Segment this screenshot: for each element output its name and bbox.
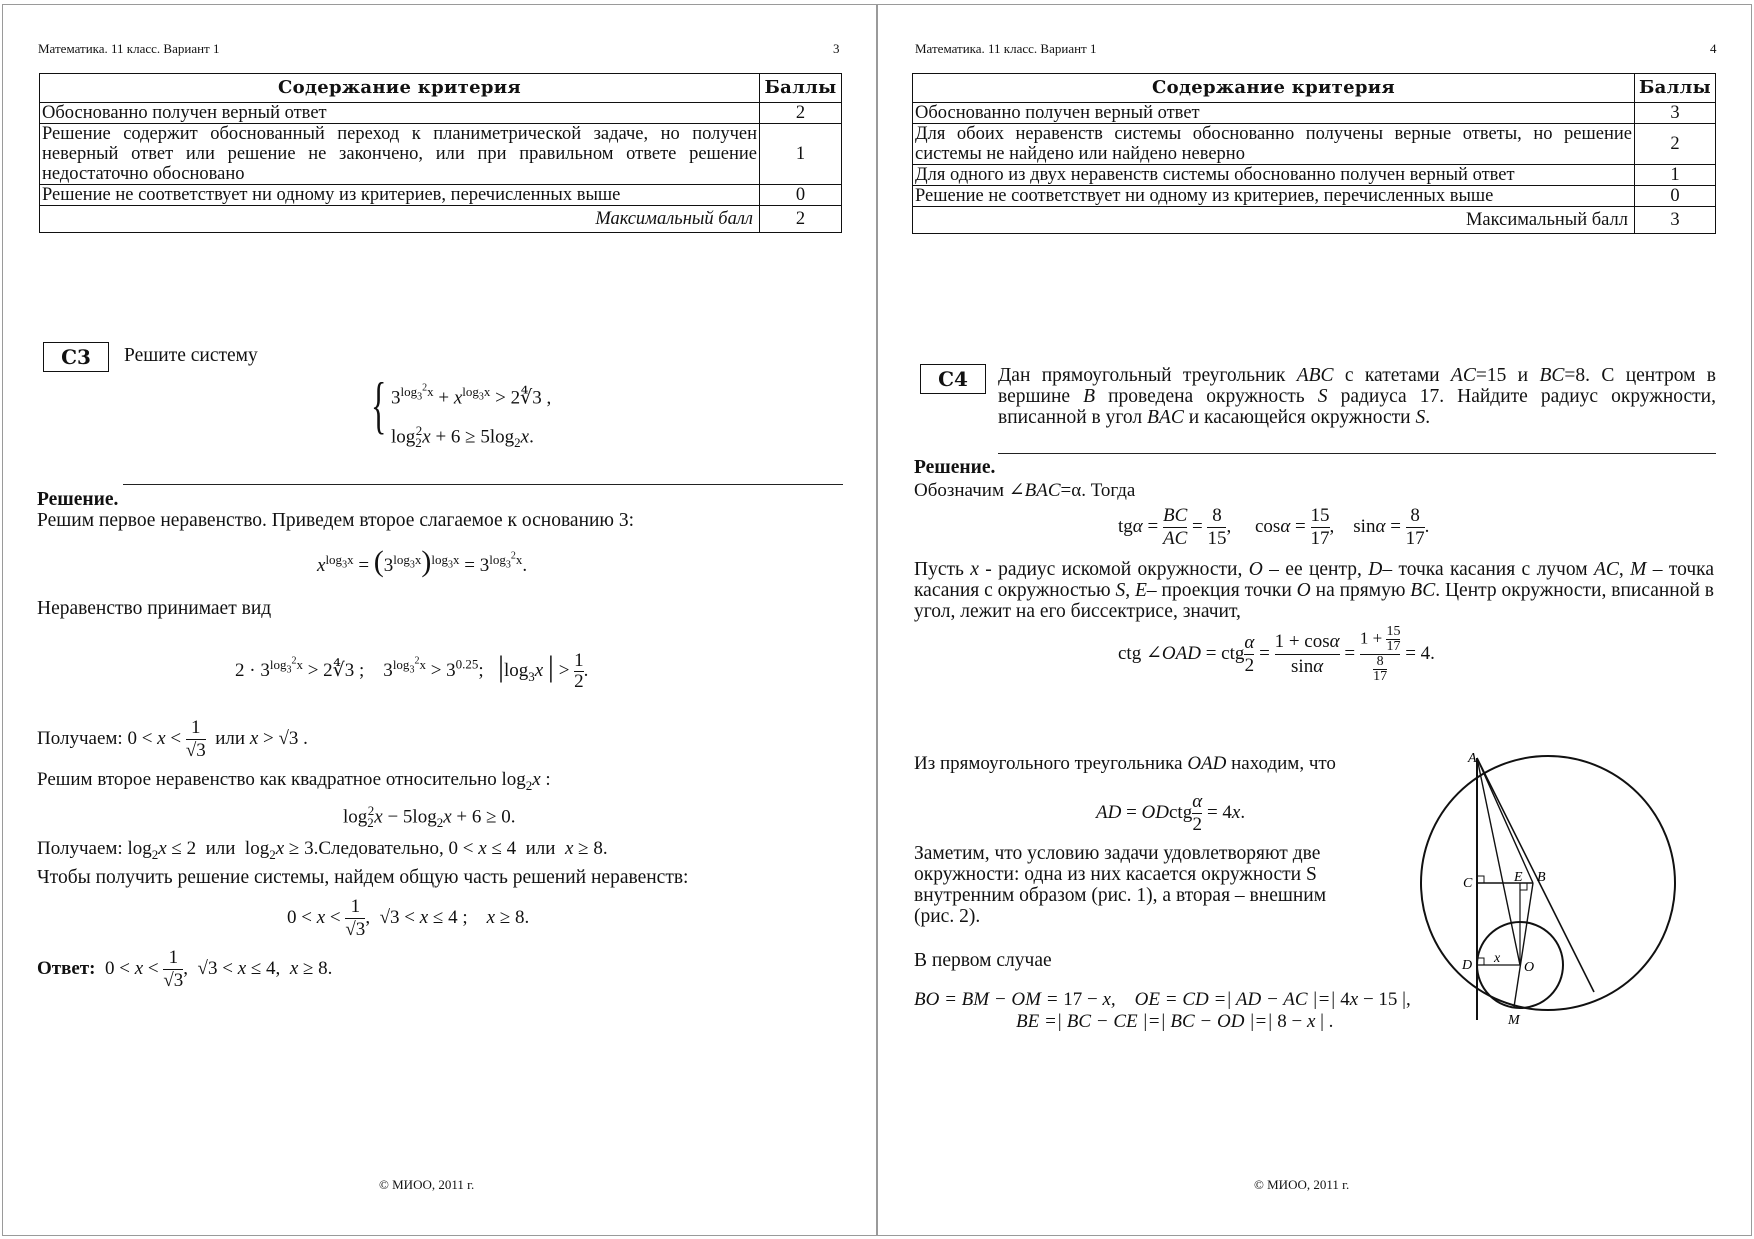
task-code: C4 [920,364,986,394]
task-code: C3 [43,342,109,372]
formula-inequality-forms: $2 \cdot 3^{log_3^2x}$ > 2∜3 ; $3^{log_3^2x} > 3^{0.25}$; $|\log_3x$ | > $\frac{1}{2}$ . [235,650,589,693]
result-first-inequality: Получаем: 0 < x < $\frac{1}{√3}$ или x > √3 . [37,717,308,761]
formula-quadratic: $\log_2^2x - 5\log_2x + 6 \ge 0$. [343,803,516,831]
criterion-points: 1 [1635,165,1716,186]
solution-heading: Решение. [914,457,996,478]
task-text: Дан прямоугольный треугольник ABC с катетами AC=15 и BC=8. С центром в вершине B проведена окружность S радиуса 17. Найдите радиус окружности, вписанной в угол BAC и касающейся окружности S. [998,365,1717,428]
col-points: Баллы [1635,74,1716,103]
criterion-text: Обоснованно получен верный ответ [913,103,1635,124]
page-number: 4 [1710,41,1717,56]
geometry-figure [1418,750,1678,1035]
page-number: 3 [833,41,840,56]
bisector-ao [1477,758,1520,965]
formula-ctg: ctg ∠OAD = ctg $\frac{\alpha}{2}$ = $\frac{1 + \cos\alpha}{\sin\alpha}$ = 1 + $\frac{15}{17}$ $\frac{8}{17}$ = 4. [1118,624,1435,684]
from-triangle-text: Из прямоугольного треугольника OAD находим, что [914,753,1336,774]
col-points: Баллы [760,74,842,103]
page-footer: © МИОО, 2011 г. [379,1177,475,1192]
solution-step-4: Решим второе неравенство как квадратное относительно $\log_2x$ : [37,769,551,793]
solution-step-6: Чтобы получить решение системы, найдем общую часть решений неравенств: [37,867,689,888]
criterion-points: 2 [760,103,842,124]
page-header: Математика. 11 класс. Вариант 1 [38,41,220,56]
first-case-formula-1: BO = BM − OM = 17 − x, OE = CD =| AD − AC |=| 4x − 15 |, [914,989,1411,1010]
page-4 [877,4,1752,1236]
criterion-text: Для одного из двух неравенств системы обоснованно получен верный ответ [913,165,1635,186]
label-c: C [1463,876,1473,891]
label-x: x [1494,951,1501,966]
criterion-points: 0 [1635,186,1716,207]
two-circles-note: Заметим, что условию задачи удовлетворяют две окружности: одна из них касается окружности S внутренним образом (рис. 1), а вторая – внешним (рис. 2). [914,843,1327,927]
first-case-label: В первом случае [914,950,1052,971]
criterion-text: Решение содержит обоснованный переход к планиметрической задаче, но получен неверный ответ или решение не закончено, или при правильном ответе решение недостаточно обосновано [40,124,760,185]
max-score-label: Максимальный балл [913,207,1635,234]
criterion-text: Решение не соответствует ни одному из критериев, перечисленных выше [40,185,760,206]
max-score-label: Максимальный балл [40,206,760,233]
criteria-table [39,73,842,233]
system-brace: { [371,369,387,440]
answer: Ответ: 0 < x < $\frac{1}{√3}$ , √3 < x ≤ 4, x ≥ 8. [37,947,333,991]
circle-s [1421,756,1675,1010]
formula-trig: tgα = $\frac{BC}{AC}$ = $\frac{8}{15}$ , cosα = $\frac{15}{17}$ , sinα = $\frac{8}{17}$ . [1118,505,1430,549]
solution-step-2: Неравенство принимает вид [37,598,272,619]
first-case-formula-2: BE =| BC − CE |=| BC − OD |=| 8 − x | . [1016,1011,1334,1032]
system-line-1: $3^{log_3^2x} + x^{log_3x}$ > 2∜3 , [391,383,552,409]
label-a: A [1468,751,1477,766]
label-e: E [1514,870,1523,885]
section-divider [998,453,1716,454]
label-d: D [1462,958,1473,973]
label-b: B [1537,870,1546,885]
page-3 [2,4,877,1236]
max-score-value: 2 [760,206,842,233]
denote-angle: Обозначим ∠BAC=α. Тогда [914,480,1136,501]
solution-heading: Решение. [37,489,119,510]
result-second-inequality: Получаем: $\log_2x \le 2$ или $\log_2x$ ≥ 3.Следовательно, 0 < x ≤ 4 или x ≥ 8. [37,838,608,862]
solution-step-1: Решим первое неравенство. Приведем второе слагаемое к основанию 3: [37,510,635,531]
formula-ad: AD = ODctg $\frac{\alpha}{2}$ = 4x. [1096,791,1246,835]
criterion-points: 3 [1635,103,1716,124]
criterion-points: 2 [1635,124,1716,165]
page-header: Математика. 11 класс. Вариант 1 [915,41,1097,56]
page-footer: © МИОО, 2011 г. [1254,1177,1350,1192]
label-o: O [1524,960,1535,975]
formula-base-change: $x^{log_3x} = (3^{log_3x})^{log_3x} = 3^{log_3^2x}$. [317,545,528,578]
section-divider [123,484,843,485]
criterion-points: 1 [760,124,842,185]
criterion-points: 0 [760,185,842,206]
col-criterion: Содержание критерия [40,74,760,103]
system-line-2: $\log_2^2x + 6 \ge 5\log_2x$. [391,423,534,451]
max-score-value: 3 [1635,207,1716,234]
criterion-text: Для обоих неравенств системы обоснованно получены верные ответы, но решение системы не найдено или найдено неверно [913,124,1635,165]
line-bm [1514,883,1533,1007]
task-text: Решите систему [124,345,258,366]
formula-intersection: 0 < x < $\frac{1}{√3}$ , √3 < x ≤ 4 ; x ≥ 8. [287,896,530,940]
definitions-paragraph: Пусть x - радиус искомой окружности, O – ее центр, D– точка касания с лучом AC, M – точка касания с окружностью S, E– проекция точки O на прямую BC. Центр окружности, вписанной в угол, лежит на его биссектрисе, значит, [914,559,1715,622]
label-m: M [1508,1013,1520,1028]
col-criterion: Содержание критерия [913,74,1635,103]
criterion-text: Обоснованно получен верный ответ [40,103,760,124]
line-ab [1477,758,1533,883]
criterion-text: Решение не соответствует ни одному из критериев, перечисленных выше [913,186,1635,207]
right-angle-c [1477,876,1484,883]
criteria-table [912,73,1716,234]
